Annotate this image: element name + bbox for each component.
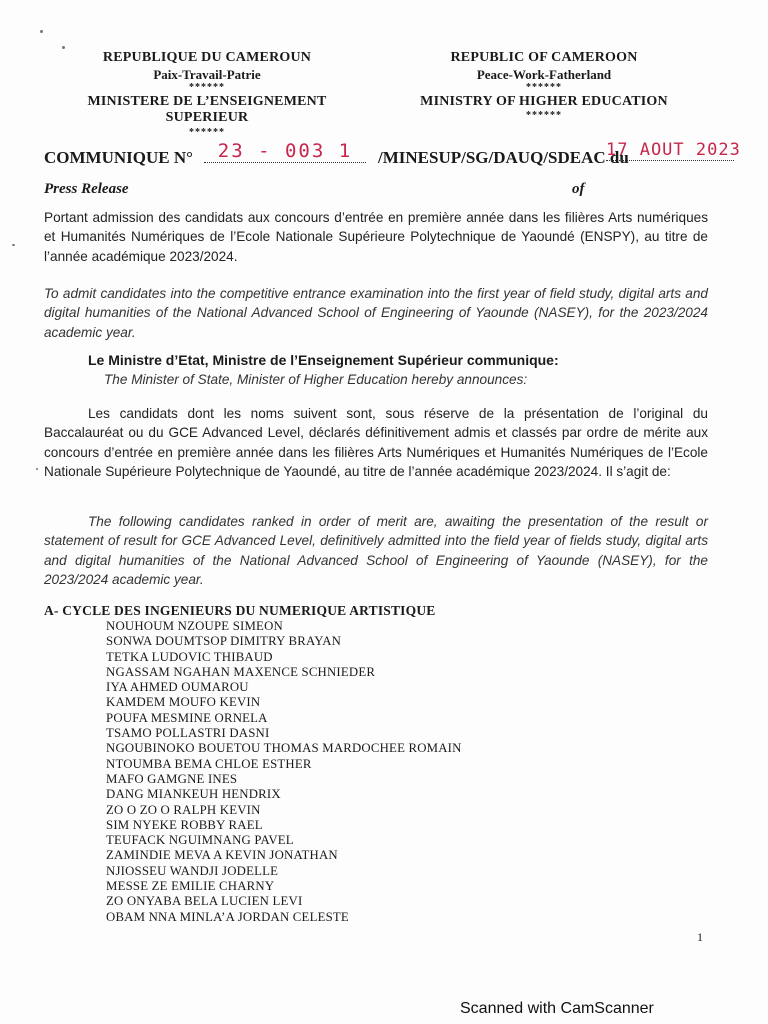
list-item: KAMDEM MOUFO KEVIN (106, 695, 261, 710)
purpose-french: Portant admission des candidats aux concours d’entrée en première année dans les filières Arts numériques et Humanités Numériques de l’Ecole Nationale Supérieure Polytechnique de Yaoundé (ENSPY), au titre de l’année académique 2023/2024. (44, 210, 708, 264)
admitted-candidates-list (106, 619, 462, 925)
list-item: ZO ONYABA BELA LUCIEN LEVI (106, 894, 303, 909)
list-item: NJIOSSEU WANDJI JODELLE (106, 863, 279, 878)
ministry-name-en: MINISTRY OF HIGHER EDUCATION (420, 93, 668, 109)
purpose-english: To admit candidates into the competitive entrance examination into the first year of field study, digital arts and digital humanities of the National Advanced School of Engineering of Yaounde (NASEY), for the 2023/2024 academic year. (44, 286, 708, 340)
list-item: SIM NYEKE ROBBY RAEL (106, 817, 263, 832)
list-item: TSAMO POLLASTRI DASNI (106, 726, 270, 741)
section-a-title: A- CYCLE DES INGENIEURS DU NUMERIQUE ARTISTIQUE (44, 603, 436, 618)
list-item: TEUFACK NGUIMNANG PAVEL (106, 833, 294, 848)
admission-statement-en: The following candidates ranked in order of merit are, awaiting the presentation of the result or statement of result for GCE Advanced Level, definitively admitted into the field year of fields study, digital arts and digital humanities of the National Advanced School of Engineering of Yaounde (NASEY), for the 2023/2024 academic year. (44, 514, 708, 587)
scan-speck (40, 30, 43, 33)
minister-announcement-fr: Le Ministre d’Etat, Ministre de l’Enseignement Supérieur communique: (88, 352, 559, 368)
scan-speck (62, 46, 65, 49)
admission-statement-fr: Les candidats dont les noms suivent sont, sous réserve de la présentation de l’original du Baccalauréat ou du GCE Advanced Level, déclarés définitivement admis et classés par ordre de mérite aux concours d’entrée en première année dans les filières Arts Numériques et Humanités Numériques de l’Ecole Nationale Supérieure Polytechnique de Yaoundé, au titre de l’année académique 2023/2024. Il s’agit de: (44, 406, 708, 479)
motto-en: Peace-Work-Fatherland (476, 66, 612, 82)
list-item: SONWA DOUMTSOP DIMITRY BRAYAN (106, 634, 342, 649)
stars-divider: ****** (526, 81, 562, 93)
minister-announcement-en: The Minister of State, Minister of Higher Education hereby announces: (104, 372, 528, 387)
communique-date-stamp: 17 AOUT 2023 (606, 140, 741, 160)
list-item: ZAMINDIE MEVA A KEVIN JONATHAN (106, 848, 338, 863)
communique-reference: /MINESUP/SG/DAUQ/SDEAC du (378, 148, 629, 167)
list-item: ZO O ZO O RALPH KEVIN (106, 802, 261, 817)
stars-divider: ****** (526, 110, 562, 122)
list-item: MAFO GAMGNE INES (106, 771, 238, 786)
list-item: OBAM NNA MINLA’A JORDAN CELESTE (106, 909, 349, 924)
stars-divider: ****** (189, 81, 225, 93)
scan-speck (36, 468, 38, 470)
press-release-label: Press Release (44, 181, 129, 197)
header-left-french (62, 50, 352, 138)
list-item: DANG MIANKEUH HENDRIX (106, 787, 281, 802)
header-right-english (394, 50, 694, 122)
motto-fr: Paix-Travail-Patrie (153, 66, 261, 82)
list-item: MESSE ZE EMILIE CHARNY (106, 879, 275, 894)
country-name-fr: REPUBLIQUE DU CAMEROUN (102, 50, 312, 65)
ministry-name-fr-line2: SUPERIEUR (165, 110, 249, 126)
country-name-en: REPUBLIC OF CAMEROON (450, 50, 638, 65)
list-item: NGOUBINOKO BOUETOU THOMAS MARDOCHEE ROMAIN (106, 741, 462, 756)
stars-divider: ****** (189, 126, 225, 138)
scan-speck (12, 244, 15, 246)
list-item: NTOUMBA BEMA CHLOE ESTHER (106, 756, 312, 771)
list-item: NGASSAM NGAHAN MAXENCE SCHNIEDER (106, 664, 376, 679)
communique-number-stamp: 23 - 003 1 (204, 140, 366, 163)
communique-label: COMMUNIQUE N° (44, 148, 193, 167)
communique-reference-line (44, 140, 744, 174)
scanner-watermark: Scanned with CamScanner (460, 1000, 654, 1017)
list-item: IYA AHMED OUMAROU (106, 680, 249, 695)
ministry-name-fr-line1: MINISTERE DE L’ENSEIGNEMENT (87, 93, 327, 109)
page-number: 1 (697, 930, 703, 944)
list-item: TETKA LUDOVIC THIBAUD (106, 649, 273, 664)
press-release-of: of (572, 181, 585, 197)
list-item: NOUHOUM NZOUPE SIMEON (106, 619, 283, 633)
list-item: POUFA MESMINE ORNELA (106, 710, 268, 725)
